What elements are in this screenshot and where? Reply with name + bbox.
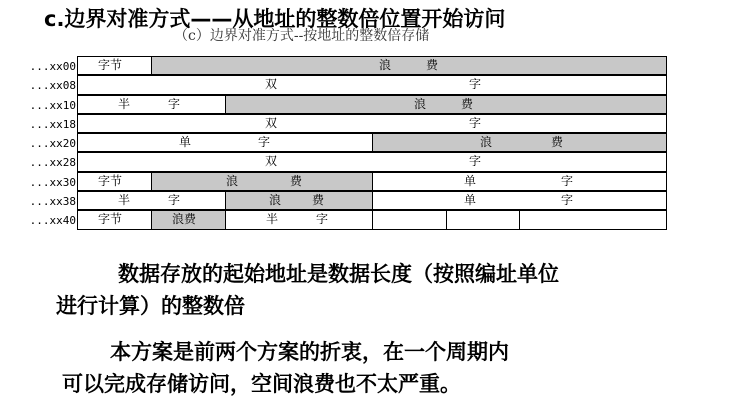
paragraph-line: 可以完成存储访问，空间浪费也不太严重。 xyxy=(62,372,461,396)
address-label: ...xx18 xyxy=(29,117,76,131)
address-label: ...xx00 xyxy=(29,60,76,73)
cell-label: 字节 xyxy=(98,173,123,188)
cell-label: 字 xyxy=(469,77,482,92)
figure-caption: （c）边界对准方式--按地址的整数倍存储 xyxy=(174,28,430,44)
data-cell xyxy=(77,152,667,171)
cell-label: 浪费 xyxy=(172,212,197,227)
wasted-space-cell xyxy=(372,133,667,152)
address-label: ...xx40 xyxy=(29,214,76,228)
cell-label: 半 xyxy=(118,193,131,208)
memory-row xyxy=(78,211,667,230)
cell-label: 字 xyxy=(258,135,271,150)
cell-label: 字节 xyxy=(98,212,123,227)
data-cell xyxy=(77,133,373,152)
data-cell xyxy=(225,210,373,229)
cell-label: 字 xyxy=(561,193,574,208)
data-cell xyxy=(519,210,667,229)
cell-label: 浪 xyxy=(379,58,392,72)
cell-label: 单 xyxy=(179,135,192,150)
wasted-space-cell xyxy=(225,191,373,210)
memory-layout-table xyxy=(78,57,667,231)
data-cell xyxy=(77,210,152,229)
memory-row xyxy=(78,76,667,95)
cell-label: 浪 xyxy=(226,173,239,188)
memory-row xyxy=(78,134,667,153)
memory-row xyxy=(78,192,667,211)
cell-label: 字 xyxy=(561,173,574,188)
address-label: ...xx08 xyxy=(29,79,76,93)
cell-label: 字 xyxy=(168,96,181,111)
cell-label: 浪 xyxy=(414,96,427,111)
data-cell xyxy=(372,210,447,229)
wasted-space-cell xyxy=(151,210,226,229)
address-label: ...xx28 xyxy=(29,156,76,170)
cell-label: 字 xyxy=(469,154,482,169)
cell-label: 浪 xyxy=(269,193,282,208)
data-cell xyxy=(77,56,152,75)
cell-label: 费 xyxy=(461,96,474,111)
address-label: ...xx38 xyxy=(29,195,76,209)
data-cell xyxy=(372,191,667,210)
wasted-space-cell xyxy=(151,172,373,191)
memory-row xyxy=(78,96,667,115)
data-cell xyxy=(77,95,226,114)
cell-label: 费 xyxy=(551,135,564,150)
data-cell xyxy=(446,210,520,229)
wasted-space-cell xyxy=(225,95,667,114)
cell-label: 字节 xyxy=(98,58,123,72)
data-cell xyxy=(77,191,226,210)
address-label: ...xx20 xyxy=(29,137,76,151)
data-cell xyxy=(77,114,667,133)
paragraph-line: 数据存放的起始地址是数据长度（按照编址单位 xyxy=(118,262,559,286)
cell-label: 字 xyxy=(168,193,181,208)
paragraph-alignment-rule xyxy=(56,258,559,322)
address-label: ...xx30 xyxy=(29,175,76,189)
cell-label: 字 xyxy=(469,115,482,130)
cell-label: 单 xyxy=(464,193,477,208)
cell-label: 浪 xyxy=(480,135,493,150)
data-cell xyxy=(77,75,667,94)
cell-label: 费 xyxy=(290,173,303,188)
memory-row xyxy=(78,115,667,134)
address-label: ...xx10 xyxy=(29,98,76,112)
cell-label: 半 xyxy=(266,212,279,227)
wasted-space-cell xyxy=(151,56,667,75)
data-cell xyxy=(372,172,667,191)
cell-label: 双 xyxy=(265,115,278,130)
paragraph-line: 进行计算）的整数倍 xyxy=(56,294,245,318)
memory-row xyxy=(78,57,667,76)
cell-label: 双 xyxy=(265,154,278,169)
memory-row xyxy=(78,153,667,172)
cell-label: 字 xyxy=(316,212,329,227)
paragraph-tradeoff xyxy=(56,336,509,400)
slide-title: c.边界对准方式——从地址的整数倍位置开始访问 xyxy=(44,7,506,31)
cell-label: 双 xyxy=(265,77,278,92)
cell-label: 费 xyxy=(312,193,325,208)
cell-label: 半 xyxy=(118,96,131,111)
memory-row xyxy=(78,173,667,192)
cell-label: 费 xyxy=(426,58,439,72)
data-cell xyxy=(77,172,152,191)
address-column xyxy=(12,57,76,231)
cell-label: 单 xyxy=(464,173,477,188)
paragraph-line: 本方案是前两个方案的折衷，在一个周期内 xyxy=(110,340,509,364)
